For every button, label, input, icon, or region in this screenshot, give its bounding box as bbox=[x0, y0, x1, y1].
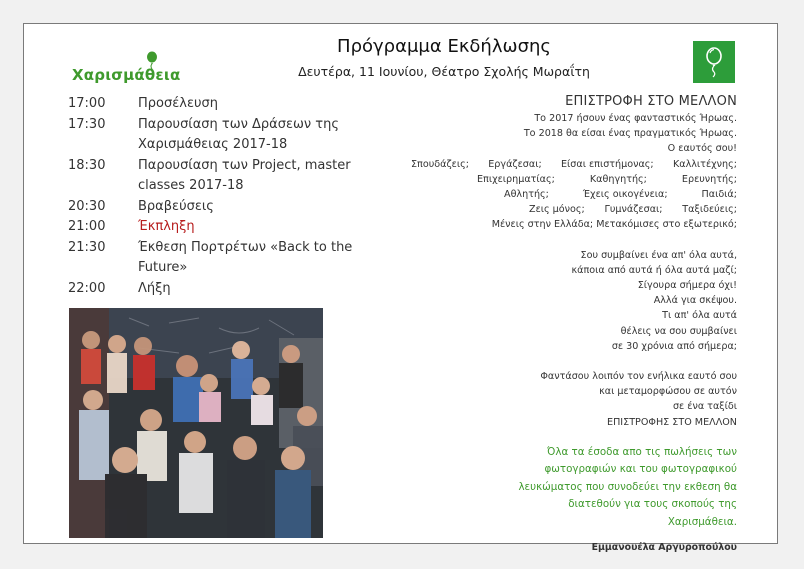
future-text bbox=[404, 94, 737, 553]
page-title: Πρόγραμμα Εκδήλωσης bbox=[337, 36, 551, 57]
badge bbox=[693, 41, 735, 83]
program-card bbox=[23, 23, 778, 554]
group-photo-image bbox=[69, 308, 323, 538]
schedule-desc: Βραβεύσεις bbox=[138, 198, 214, 214]
schedule-time: 17:00 bbox=[68, 96, 106, 111]
schedule-desc: Λήξη bbox=[138, 280, 171, 296]
imagine-paragraph: Φαντάσου λοιπόν τον ενήλικα εαυτό σου και μεταμορφώσου σε αυτόν σε ένα ταξίδι ΕΠΙΣΤΡΟΦΗΣ ΣΤΟ ΜΕΛΛΟΝ bbox=[540, 371, 737, 428]
logo-text: Χαρισμάθεια bbox=[72, 66, 181, 84]
section-title: ΕΠΙΣΤΡΟΦΗ ΣΤΟ ΜΕΛΛΟΝ bbox=[565, 94, 737, 109]
schedule-desc: Παρουσίαση των Project, master classes 2017-18 bbox=[138, 157, 351, 193]
schedule-time: 18:30 bbox=[68, 157, 106, 173]
schedule-row bbox=[68, 115, 368, 156]
page-subtitle: Δευτέρα, 11 Ιουνίου, Θέατρο Σχολής Μωραΐτη bbox=[298, 64, 590, 79]
schedule bbox=[68, 94, 368, 299]
schedule-row bbox=[68, 94, 368, 115]
questions-line: Αθλητής; Έχεις οικογένεια; Παιδιά; bbox=[504, 189, 737, 201]
questions-line: Επιχειρηματίας; Καθηγητής; Ερευνητής; bbox=[477, 173, 737, 185]
schedule-time: 20:30 bbox=[68, 198, 106, 214]
schedule-desc: Προσέλευση bbox=[138, 96, 218, 111]
schedule-row bbox=[68, 156, 368, 197]
schedule-time: 21:30 bbox=[68, 239, 106, 255]
schedule-time: 17:30 bbox=[68, 116, 106, 132]
questions-line: Ζεις μόνος; Γυμνάζεσαι; Ταξιδεύεις; bbox=[529, 204, 737, 216]
logo bbox=[72, 51, 182, 85]
schedule-row bbox=[68, 238, 368, 279]
schedule-time: 21:00 bbox=[68, 219, 106, 234]
schedule-desc: Παρουσίαση των Δράσεων της Χαρισμάθειας 2017-18 bbox=[138, 116, 339, 152]
group-photo bbox=[69, 308, 323, 538]
proceeds-note: Όλα τα έσοδα απο τις πωλήσεις των φωτογραφιών και του φωτογραφικού λευκώματος που συνοδεύει την εκθεση θα διατεθούν για τους σκοπούς της Χαρισμάθεια. bbox=[518, 445, 737, 528]
schedule-time: 22:00 bbox=[68, 280, 106, 296]
author-signature: Εμμανουέλα Αργυροπούλου bbox=[591, 542, 737, 554]
questions-line: Σπουδάζεις; Εργάζεσαι; Είσαι επιστήμονας; Καλλιτέχνης; bbox=[411, 158, 737, 170]
balloon-icon bbox=[693, 41, 735, 83]
schedule-desc: Έκθεση Πορτρέτων «Back to the Future» bbox=[138, 239, 353, 275]
schedule-row bbox=[68, 279, 368, 300]
reflection-paragraph: Σου συμβαίνει ένα απ' όλα αυτά, κάποια από αυτά ή όλα αυτά μαζί; Σίγουρα σήμερα όχι! Αλλά για σκέψου. Τι απ' όλα αυτά θέλεις να σου συμβαίνει σε 30 χρόνια από σήμερα; bbox=[571, 249, 737, 352]
schedule-row bbox=[68, 217, 368, 238]
schedule-row bbox=[68, 197, 368, 218]
schedule-desc-highlight: Έκπληξη bbox=[138, 219, 195, 234]
intro-paragraph: Το 2017 ήσουν ένας φανταστικός Ήρωας. Το 2018 θα είσαι ένας πραγματικός Ήρωας. Ο εαυτός σου! Σπουδάζεις; Εργάζεσαι; Είσαι επιστήμονας; Καλλιτέχνης; Επιχειρηματίας; Καθηγητής; Ερευνητής; Αθλητής; Έχεις οικογένεια; Παιδιά; Ζεις μόνος; Γυμνάζεσαι; Ταξιδεύεις; Μένεις στην Ελλάδα; Μετακόμισες στο εξωτερικό; bbox=[411, 113, 737, 231]
